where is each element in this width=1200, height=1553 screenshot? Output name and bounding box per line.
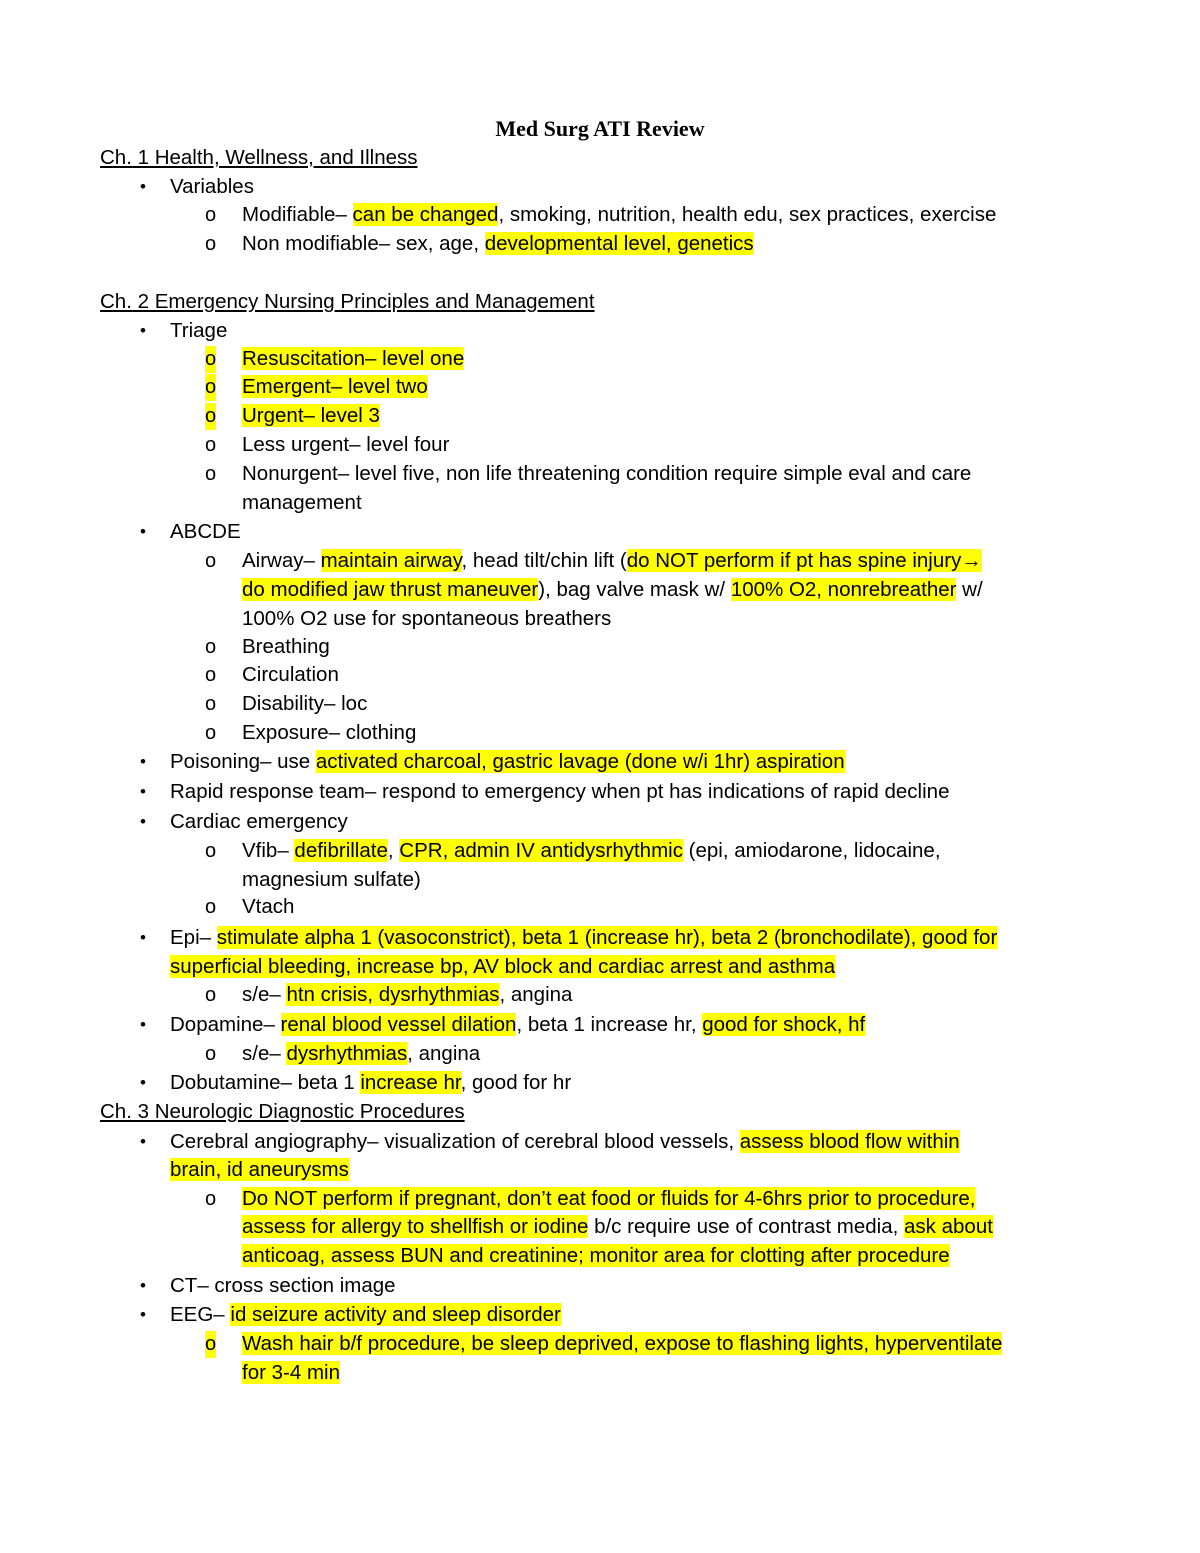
vfib-item-cont: magnesium sulfate): [242, 868, 421, 891]
sub-bullet: o: [205, 896, 217, 918]
vfib-item: Vfib– defibrillate, CPR, admin IV antidysrhythmic (epi, amiodarone, lidocaine,: [242, 839, 941, 862]
sub-bullet: o: [205, 1331, 216, 1358]
sub-bullet: o: [205, 374, 216, 401]
cerebral-angiography-cont: brain, id aneurysms: [170, 1158, 349, 1181]
cerebral-angiography-item: Cerebral angiography– visualization of cerebral blood vessels, assess blood flow within: [170, 1130, 960, 1153]
airway-item: Airway– maintain airway, head tilt/chin lift (do NOT perform if pt has spine injury→: [242, 549, 982, 572]
eeg-prep-cont: for 3-4 min: [242, 1361, 340, 1384]
angiography-precautions: Do NOT perform if pregnant, don’t eat food or fluids for 4-6hrs prior to procedure,: [242, 1187, 976, 1210]
bullet: •: [140, 812, 146, 831]
rapid-response-item: Rapid response team– respond to emergency when pt has indications of rapid decline: [170, 780, 950, 803]
angiography-precautions-cont-2: anticoag, assess BUN and creatinine; monitor area for clotting after procedure: [242, 1244, 950, 1267]
cardiac-emergency-item: Cardiac emergency: [170, 810, 348, 833]
modifiable-item: Modifiable– can be changed, smoking, nutrition, health edu, sex practices, exercise: [242, 203, 997, 226]
triage-level-5-cont: management: [242, 491, 362, 514]
triage-level-4: Less urgent– level four: [242, 433, 450, 456]
triage-level-2: Emergent– level two: [242, 375, 428, 398]
bullet: •: [140, 321, 146, 340]
sub-bullet: o: [205, 233, 217, 255]
sub-bullet: o: [205, 403, 216, 430]
sub-bullet: o: [205, 693, 217, 715]
breathing-item: Breathing: [242, 635, 330, 658]
poisoning-item: Poisoning– use activated charcoal, gastric lavage (done w/i 1hr) aspiration: [170, 750, 845, 773]
abcde-item: ABCDE: [170, 520, 241, 543]
airway-item-cont-2: 100% O2 use for spontaneous breathers: [242, 607, 612, 630]
exposure-item: Exposure– clothing: [242, 721, 417, 744]
airway-item-cont: do modified jaw thrust maneuver), bag valve mask w/ 100% O2, nonrebreather w/: [242, 578, 983, 601]
triage-item: Triage: [170, 319, 228, 342]
bullet: •: [140, 522, 146, 541]
sub-bullet: o: [205, 463, 217, 485]
dopamine-side-effects: s/e– dysrhythmias, angina: [242, 1042, 481, 1065]
chapter-1-heading: Ch. 1 Health, Wellness, and Illness: [100, 146, 418, 169]
bullet: •: [140, 782, 146, 801]
angiography-precautions-cont: assess for allergy to shellfish or iodine b/c require use of contrast media, ask about: [242, 1215, 993, 1238]
sub-bullet: o: [205, 722, 217, 744]
eeg-item: EEG– id seizure activity and sleep disorder: [170, 1303, 561, 1326]
epi-item: Epi– stimulate alpha 1 (vasoconstrict), beta 1 (increase hr), beta 2 (bronchodilate), good for: [170, 926, 998, 949]
bullet: •: [140, 928, 146, 947]
sub-bullet: o: [205, 984, 217, 1006]
epi-item-cont: superficial bleeding, increase bp, AV block and cardiac arrest and asthma: [170, 955, 836, 978]
bullet: •: [140, 752, 146, 771]
bullet: •: [140, 1276, 146, 1295]
triage-level-3: Urgent– level 3: [242, 404, 380, 427]
sub-bullet: o: [205, 346, 216, 373]
bullet: •: [140, 1132, 146, 1151]
sub-bullet: o: [205, 434, 217, 456]
triage-level-1: Resuscitation– level one: [242, 347, 465, 370]
sub-bullet: o: [205, 1188, 217, 1210]
document-title: Med Surg ATI Review: [495, 116, 705, 141]
nonmodifiable-item: Non modifiable– sex, age, developmental level, genetics: [242, 232, 754, 255]
sub-bullet: o: [205, 1043, 217, 1065]
chapter-2-heading: Ch. 2 Emergency Nursing Principles and Management: [100, 290, 595, 313]
dopamine-item: Dopamine– renal blood vessel dilation, beta 1 increase hr, good for shock, hf: [170, 1013, 866, 1036]
sub-bullet: o: [205, 204, 217, 226]
triage-level-5: Nonurgent– level five, non life threatening condition require simple eval and care: [242, 462, 972, 485]
sub-bullet: o: [205, 664, 217, 686]
bullet: •: [140, 1305, 146, 1324]
sub-bullet: o: [205, 550, 217, 572]
sub-bullet: o: [205, 840, 217, 862]
chapter-3-heading: Ch. 3 Neurologic Diagnostic Procedures: [100, 1100, 465, 1123]
ct-item: CT– cross section image: [170, 1274, 396, 1297]
epi-side-effects: s/e– htn crisis, dysrhythmias, angina: [242, 983, 573, 1006]
bullet: •: [140, 177, 146, 196]
vtach-item: Vtach: [242, 895, 295, 918]
bullet: •: [140, 1073, 146, 1092]
sub-bullet: o: [205, 636, 217, 658]
circulation-item: Circulation: [242, 663, 339, 686]
bullet: •: [140, 1015, 146, 1034]
eeg-prep: Wash hair b/f procedure, be sleep deprived, expose to flashing lights, hyperventilate: [242, 1332, 1003, 1355]
variables-item: Variables: [170, 175, 254, 198]
disability-item: Disability– loc: [242, 692, 368, 715]
dobutamine-item: Dobutamine– beta 1 increase hr, good for hr: [170, 1071, 572, 1094]
